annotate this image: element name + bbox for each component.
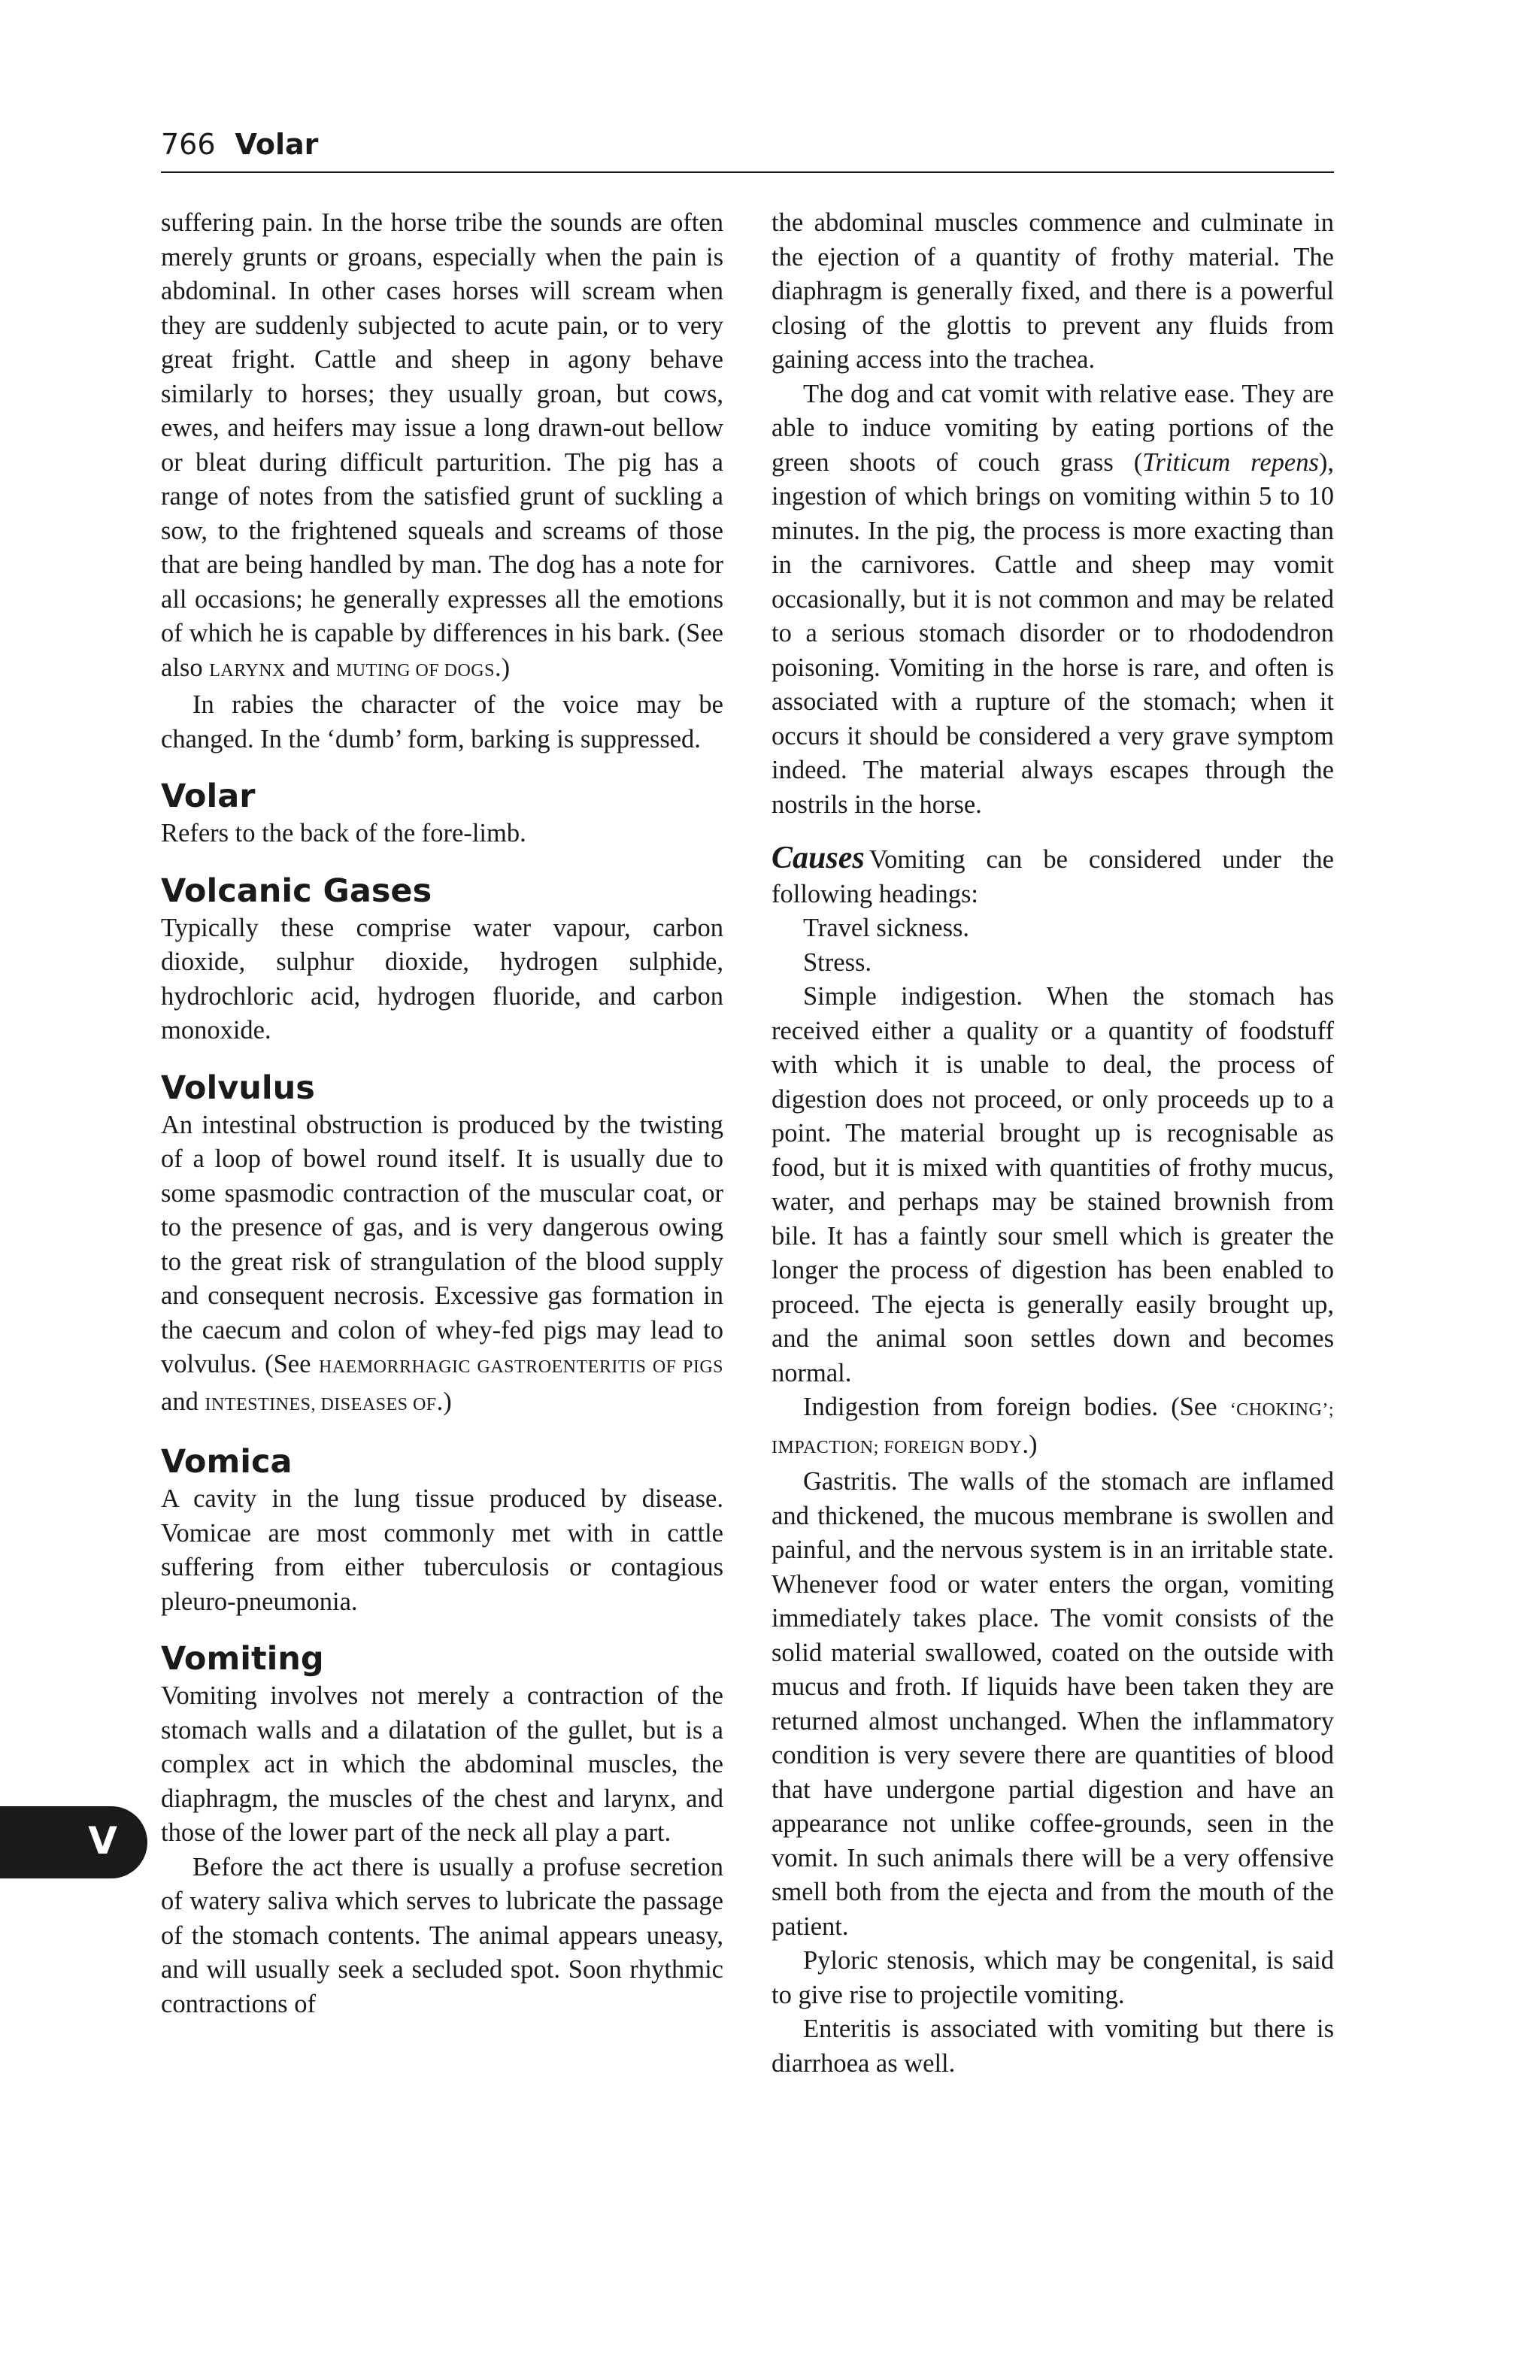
species-name: Triticum repens: [1142, 447, 1319, 477]
cause-travel-sickness: Travel sickness.: [803, 914, 970, 942]
dog-cat-paragraph: The dog and cat vomit with relative ease. They are able to induce vomiting by eating portions of the green shoots of couch grass (Triticum repens), ingestion of which brings on vomiting within 5 to 10 minutes. In the pig, the process is more exacting than in the carnivores. Cattle and sheep may vomit occasionally, but it is not common and may be related to a serious stomach disorder or to rhododendron poisoning. Vomiting in the horse is rare, and often is associated with a rupture of the stomach; when it occurs it should be considered a very grave symptom indeed. The material always escapes through the nostrils in the horse.: [772, 379, 1335, 819]
entry-text-volar: Refers to the back of the fore-limb.: [161, 819, 526, 847]
cause-stress: Stress.: [803, 947, 872, 977]
left-column: [161, 206, 723, 2021]
cross-reference: INTESTINES, DISEASES OF: [205, 1394, 437, 1414]
entry-heading-volvulus: Volvulus: [161, 1069, 315, 1107]
voice-continued-paragraph: suffering pain. In the horse tribe the sounds are often merely grunts or groans, especially when the pain is abdominal. In other cases horses will scream when they are suddenly subjected to acute pain, or to very great fright. Cattle and sheep in agony behave similarly to horses; they usually groan, but cows, ewes, and heifers may issue a long drawn-out bellow or bleat during difficult parturition. The pig has a range of notes from the satisfied grunt of suckling a sow, to the frightened squeals and screams of those that are being handled by man. The dog has a note for all occasions; he generally expresses all the emotions of which he is capable by differences in his bark. (See also LARYNX and MUTING OF DOGS.): [161, 208, 723, 682]
entry-text-volvulus: An intestinal obstruction is produced by the twisting of a loop of bowel round itself. It is usually due to some spasmodic contraction of the muscular coat, or to the presence of gas, and is very dangerous owing to the great risk of strangulation of the blood supply and consequent necrosis. Excessive gas formation in the caecum and colon of whey-fed pigs may lead to volvulus. (See HAEMORRHAGIC GASTROENTERITIS OF PIGS and INTESTINES, DISEASES OF.): [161, 1110, 723, 1416]
running-head-title: Volar: [235, 128, 319, 161]
entry-heading-vomiting: Vomiting: [161, 1640, 324, 1678]
cross-reference: MUTING OF DOGS: [335, 660, 495, 681]
right-column: [772, 206, 1334, 2081]
thumb-index-tab: [0, 1806, 147, 1878]
cause-pyloric-stenosis: Pyloric stenosis, which may be congenital, is said to give rise to projectile vomiting.: [772, 1946, 1334, 2009]
rabies-paragraph: In rabies the character of the voice may be changed. In the ‘dumb’ form, barking is suppressed.: [161, 690, 723, 753]
cause-enteritis: Enteritis is associated with vomiting but there is diarrhoea as well.: [772, 2015, 1334, 2078]
entry-text-vomiting: Vomiting involves not merely a contraction of the stomach walls and a dilatation of the gullet, but is a complex act in which the abdominal muscles, the diaphragm, the muscles of the chest and larynx, and those of the lower part of the neck all play a part.: [161, 1681, 723, 1847]
cause-simple-indigestion: Simple indigestion. When the stomach has received either a quality or a quantity of foodstuff with which it is unable to deal, the process of digestion does not proceed, or only proceeds up to a point. The material brought up is recognisable as food, but it is mixed with quantities of frothy mucus, water, and perhaps may be stained brownish from bile. It has a faintly sour smell which is greater the longer the process of digestion has been enabled to proceed. The ejecta is generally easily brought up, and the animal soon settles down and becomes normal.: [772, 982, 1334, 1387]
entry-text-vomica: A cavity in the lung tissue produced by disease. Vomicae are most commonly met with in cattle suffering from either tuberculosis or contagious pleuro-pneumonia.: [161, 1484, 723, 1616]
cross-reference: LARYNX: [209, 660, 286, 681]
page-number: 766: [161, 128, 216, 161]
running-header: [161, 123, 1334, 173]
entry-text-vomiting-2: Before the act there is usually a profuse secretion of watery saliva which serves to lubricate the passage of the stomach contents. The animal appears uneasy, and will usually seek a secluded spot. Soon rhythmic contractions of: [161, 1852, 723, 2018]
cause-gastritis: Gastritis. The walls of the stomach are inflamed and thickened, the mucous membrane is swollen and painful, and the nervous system is in an irritable state. Whenever food or water enters the organ, vomiting immediately takes place. The vomit consists of the solid material swallowed, coated on the outside with mucus and froth. If liquids have been taken they are returned almost unchanged. When the inflammatory condition is very severe there are quantities of blood that have undergone partial digestion and have an appearance not unlike coffee-grounds, seen in the vomit. In such animals there will be a very offensive smell both from the ejecta and from the mouth of the patient.: [772, 1467, 1334, 1941]
cross-reference: HAEMORRHAGIC GASTROENTERITIS OF PIGS: [319, 1357, 723, 1377]
entry-text-volcanic-gases: Typically these comprise water vapour, carbon dioxide, sulphur dioxide, hydrogen sulphide, hydrochloric acid, hydrogen fluoride, and carbon monoxide.: [161, 913, 723, 1044]
entry-heading-volcanic-gases: Volcanic Gases: [161, 872, 432, 910]
thumb-index-letter: V: [88, 1819, 117, 1863]
entry-heading-volar: Volar: [161, 778, 256, 815]
vomiting-continued-paragraph: the abdominal muscles commence and culminate in the ejection of a quantity of frothy material. The diaphragm is generally fixed, and there is a powerful closing of the glottis to prevent any fluids from gaining access into the trachea.: [772, 208, 1334, 374]
subheading-causes: Causes: [772, 841, 865, 875]
causes-paragraph: Causes Vomiting can be considered under the following headings:: [772, 841, 1334, 908]
cross-reference: ‘CHOKING’; IMPACTION; FOREIGN BODY: [772, 1400, 1334, 1457]
entry-heading-vomica: Vomica: [161, 1443, 293, 1481]
cause-foreign-bodies: Indigestion from foreign bodies. (See ‘CHOKING’; IMPACTION; FOREIGN BODY.): [772, 1393, 1334, 1459]
